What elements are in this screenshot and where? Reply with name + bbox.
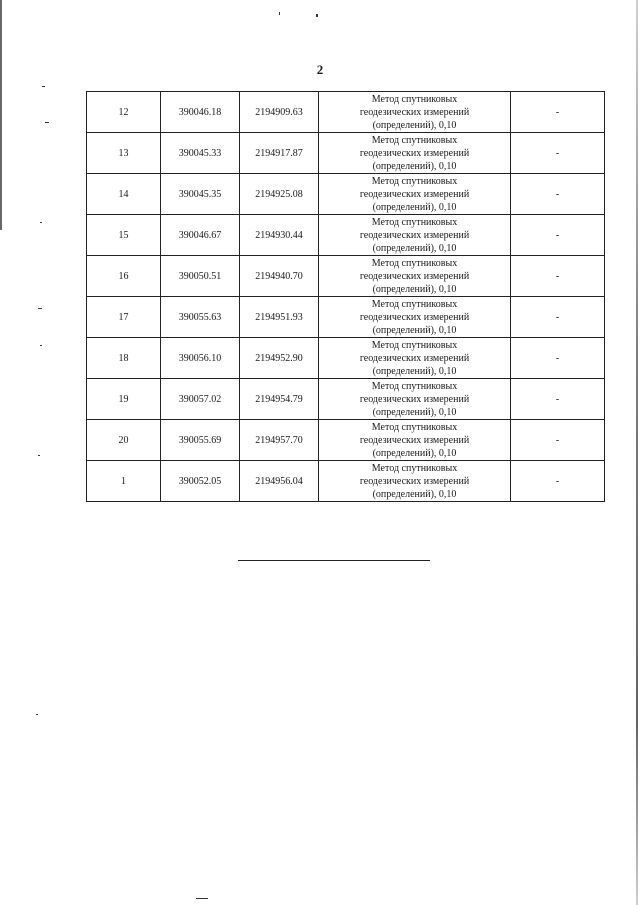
scan-speck xyxy=(40,222,42,223)
x-coordinate-cell: 390046.67 xyxy=(161,215,240,256)
point-number-cell: 13 xyxy=(87,133,161,174)
y-coordinate-cell: 2194957.70 xyxy=(240,420,319,461)
scan-speck xyxy=(40,345,42,346)
method-cell xyxy=(319,133,511,174)
method-cell xyxy=(319,256,511,297)
method-text: Метод спутниковых геодезических измерений (определений), 0,10 xyxy=(359,93,470,131)
description-cell: - xyxy=(511,379,605,420)
y-coordinate-cell: 2194951.93 xyxy=(240,297,319,338)
method-cell xyxy=(319,92,511,133)
table-row xyxy=(87,420,605,461)
method-text: Метод спутниковых геодезических измерений (определений), 0,10 xyxy=(359,380,470,418)
scan-speck xyxy=(38,308,42,309)
description-cell: - xyxy=(511,461,605,502)
description-cell: - xyxy=(511,338,605,379)
method-cell xyxy=(319,297,511,338)
coordinates-table-body xyxy=(87,92,605,502)
table-row xyxy=(87,256,605,297)
table-row xyxy=(87,379,605,420)
x-coordinate-cell: 390055.63 xyxy=(161,297,240,338)
description-cell: - xyxy=(511,256,605,297)
method-text: Метод спутниковых геодезических измерений (определений), 0,10 xyxy=(359,257,470,295)
end-of-document-rule xyxy=(238,560,430,561)
table-row xyxy=(87,461,605,502)
y-coordinate-cell: 2194954.79 xyxy=(240,379,319,420)
method-text: Метод спутниковых геодезических измерений (определений), 0,10 xyxy=(359,298,470,336)
method-cell xyxy=(319,379,511,420)
x-coordinate-cell: 390050.51 xyxy=(161,256,240,297)
y-coordinate-cell: 2194925.08 xyxy=(240,174,319,215)
scan-edge-left xyxy=(0,0,2,230)
x-coordinate-cell: 390055.69 xyxy=(161,420,240,461)
table-row xyxy=(87,215,605,256)
method-text: Метод спутниковых геодезических измерений (определений), 0,10 xyxy=(359,462,470,500)
x-coordinate-cell: 390056.10 xyxy=(161,338,240,379)
method-cell xyxy=(319,174,511,215)
x-coordinate-cell: 390046.18 xyxy=(161,92,240,133)
method-text: Метод спутниковых геодезических измерений (определений), 0,10 xyxy=(359,175,470,213)
description-cell: - xyxy=(511,297,605,338)
table-row xyxy=(87,174,605,215)
point-number-cell: 16 xyxy=(87,256,161,297)
scan-speck xyxy=(45,122,49,123)
x-coordinate-cell: 390052.05 xyxy=(161,461,240,502)
table-row xyxy=(87,338,605,379)
scan-speck xyxy=(196,898,208,899)
point-number-cell: 19 xyxy=(87,379,161,420)
description-cell: - xyxy=(511,174,605,215)
y-coordinate-cell: 2194909.63 xyxy=(240,92,319,133)
scan-edge-right xyxy=(636,0,638,905)
method-text: Метод спутниковых геодезических измерений (определений), 0,10 xyxy=(359,421,470,459)
y-coordinate-cell: 2194956.04 xyxy=(240,461,319,502)
method-text: Метод спутниковых геодезических измерений (определений), 0,10 xyxy=(359,339,470,377)
coordinates-table xyxy=(86,91,605,502)
scan-speck xyxy=(36,714,38,715)
point-number-cell: 20 xyxy=(87,420,161,461)
scan-speck xyxy=(316,14,318,17)
point-number-cell: 17 xyxy=(87,297,161,338)
description-cell: - xyxy=(511,215,605,256)
scan-speck xyxy=(279,12,280,15)
scan-speck xyxy=(42,86,45,87)
method-text: Метод спутниковых геодезических измерений (определений), 0,10 xyxy=(359,134,470,172)
table-row xyxy=(87,92,605,133)
y-coordinate-cell: 2194952.90 xyxy=(240,338,319,379)
table-row xyxy=(87,133,605,174)
point-number-cell: 1 xyxy=(87,461,161,502)
method-cell xyxy=(319,338,511,379)
method-text: Метод спутниковых геодезических измерений (определений), 0,10 xyxy=(359,216,470,254)
x-coordinate-cell: 390045.35 xyxy=(161,174,240,215)
point-number-cell: 12 xyxy=(87,92,161,133)
y-coordinate-cell: 2194930.44 xyxy=(240,215,319,256)
x-coordinate-cell: 390057.02 xyxy=(161,379,240,420)
description-cell: - xyxy=(511,92,605,133)
method-cell xyxy=(319,461,511,502)
scan-speck xyxy=(38,455,40,456)
y-coordinate-cell: 2194940.70 xyxy=(240,256,319,297)
description-cell: - xyxy=(511,133,605,174)
x-coordinate-cell: 390045.33 xyxy=(161,133,240,174)
point-number-cell: 14 xyxy=(87,174,161,215)
method-cell xyxy=(319,420,511,461)
page-number: 2 xyxy=(316,62,324,77)
y-coordinate-cell: 2194917.87 xyxy=(240,133,319,174)
table-row xyxy=(87,297,605,338)
method-cell xyxy=(319,215,511,256)
point-number-cell: 15 xyxy=(87,215,161,256)
point-number-cell: 18 xyxy=(87,338,161,379)
description-cell: - xyxy=(511,420,605,461)
